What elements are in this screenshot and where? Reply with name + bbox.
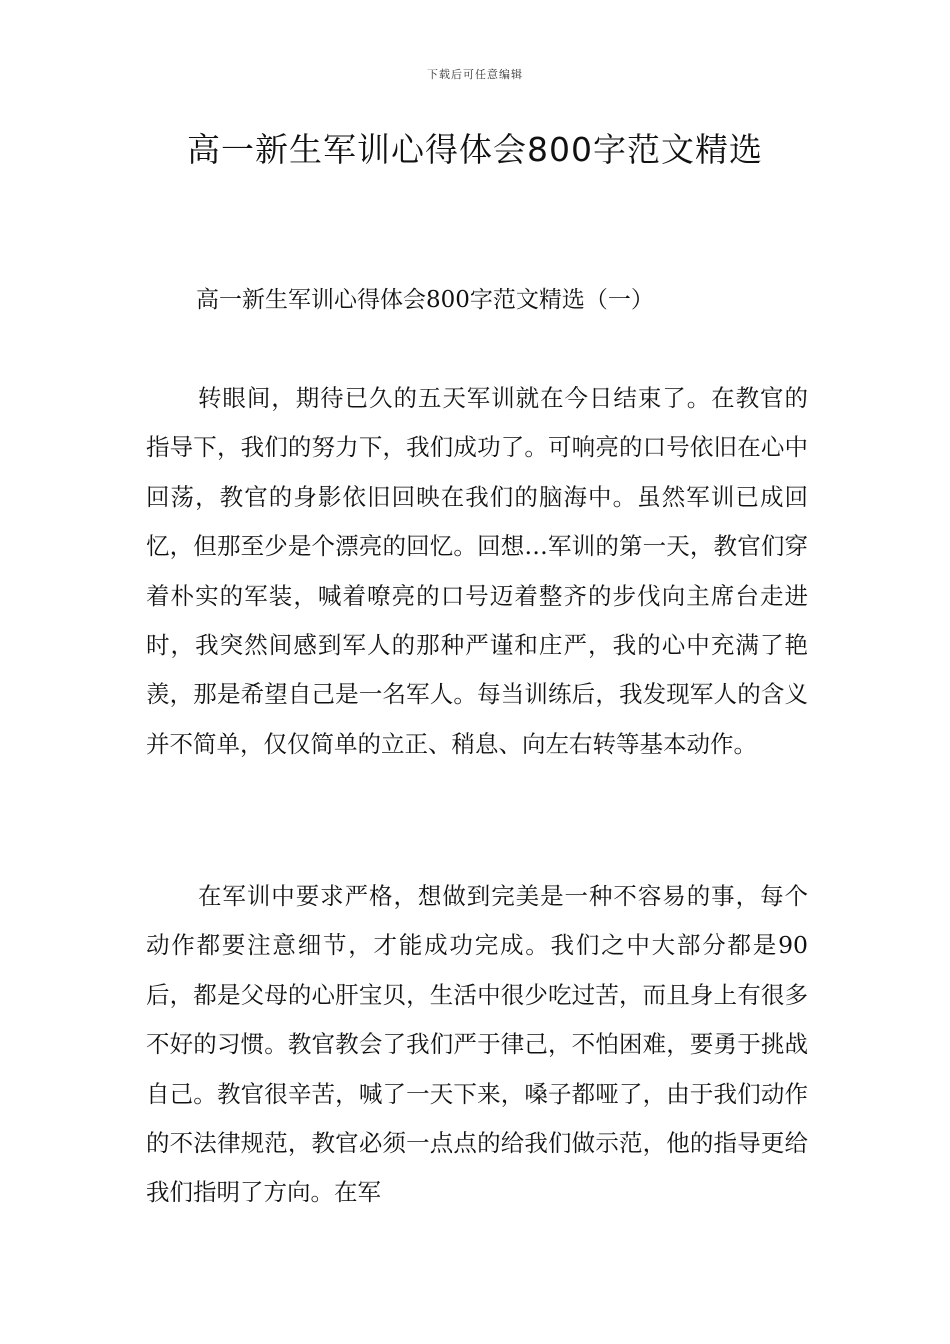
header-note: 下载后可任意编辑 — [427, 68, 523, 81]
section-title: 高一新生军训心得体会800字范文精选（一） — [196, 287, 654, 313]
document-title: 高一新生军训心得体会800字范文精选 — [187, 130, 763, 169]
body-paragraph-1: 转眼间，期待已久的五天军训就在今日结束了。在教官的指导下，我们的努力下，我们成功了。可响亮的口号依旧在心中回荡，教官的身影依旧回映在我们的脑海中。虽然军训已成回忆，但那至少是个漂亮的回忆。回想…军训的第一天，教官们穿着朴实的军装，喊着嘹亮的口号迈着整齐的步伐向主席台走进时，我突然间感到军人的那种严谨和庄严，我的心中充满了艳羡，那是希望自己是一名军人。每当训练后，我发现军人的含义并不简单，仅仅简单的立正、稍息、向左右转等基本动作。 — [146, 384, 808, 758]
body-paragraph-2: 在军训中要求严格，想做到完美是一种不容易的事，每个动作都要注意细节，才能成功完成。我们之中大部分都是90后，都是父母的心肝宝贝，生活中很少吃过苦，而且身上有很多不好的习惯。教官教会了我们严于律己，不怕困难，要勇于挑战自己。教官很辛苦，喊了一天下来，嗓子都哑了，由于我们动作的不法律规范，教官必须一点点的给我们做示范，他的指导更给我们指明了方向。在军 — [146, 882, 808, 1207]
